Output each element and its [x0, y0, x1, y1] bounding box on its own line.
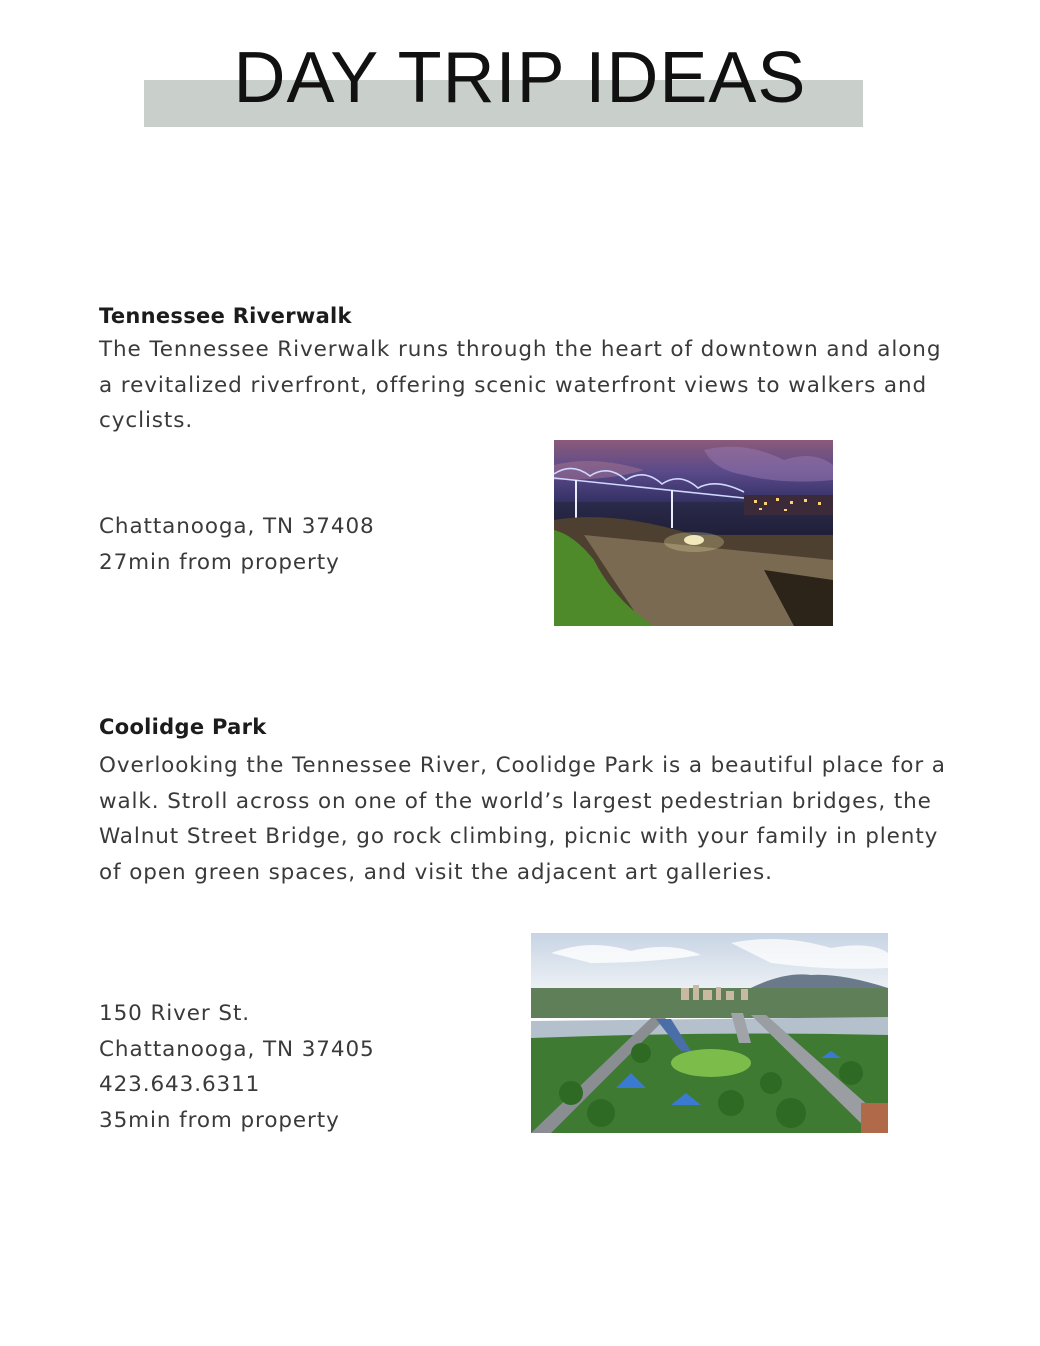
riverwalk-night-bridge-photo — [554, 440, 833, 626]
entry-description: The Tennessee Riverwalk runs through the heart of downtown and along a revitalized riverfront, offering scenic waterfront views to walkers and cyclists. — [99, 337, 942, 433]
entry-info — [99, 509, 375, 580]
entry-info — [99, 996, 375, 1138]
entry-heading: Tennessee Riverwalk — [99, 304, 352, 328]
entry-description: Overlooking the Tennessee River, Coolidge Park is a beautiful place for a walk. Stroll across on one of the world’s largest pedestrian bridges, the Walnut Street Bridge, go rock climbing, picnic with your family in plenty of open green spaces, and visit the adjacent art galleries. — [99, 753, 946, 885]
entry-phone: 423.643.6311 — [99, 1072, 261, 1097]
coolidge-park-aerial-photo — [531, 933, 888, 1133]
entry-address: Chattanooga, TN 37408 — [99, 514, 375, 539]
page-title: DAY TRIP IDEAS — [233, 38, 807, 118]
entry-travel-time: 27min from property — [99, 549, 340, 575]
entry-city: Chattanooga, TN 37405 — [99, 1036, 375, 1062]
entry-travel-time: 35min from property — [99, 1107, 340, 1133]
entry-address: 150 River St. — [99, 1001, 251, 1026]
entry-heading: Coolidge Park — [99, 715, 267, 739]
